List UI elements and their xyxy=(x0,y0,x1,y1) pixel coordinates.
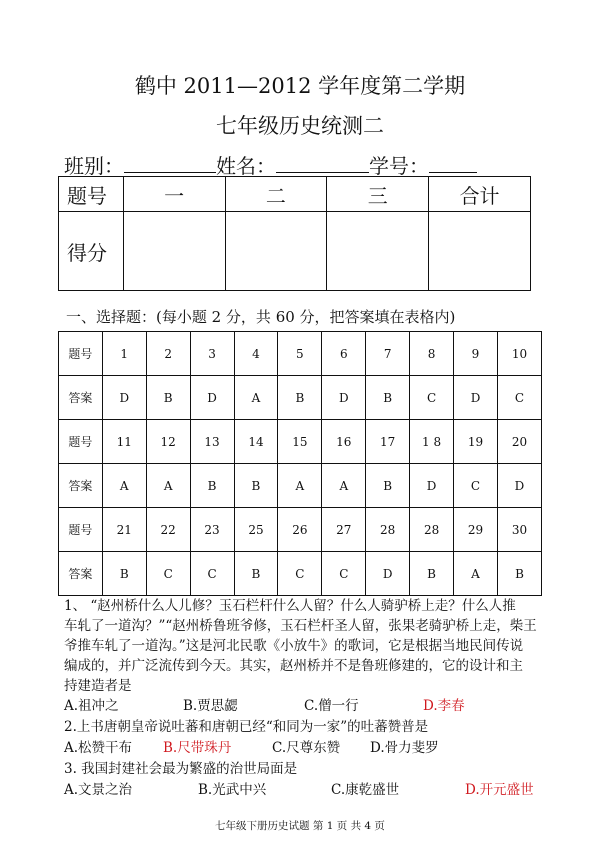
score-header-row xyxy=(59,177,531,212)
id-blank[interactable] xyxy=(429,154,477,173)
section1-heading: 一、选择题：(每小题 2 分，共 60 分，把答案填在表格内) xyxy=(66,308,456,326)
answer-cell: A xyxy=(146,464,190,508)
answer-row-label: 题号 xyxy=(59,420,103,464)
score-cell[interactable] xyxy=(225,212,327,291)
answer-cell: 16 xyxy=(322,420,366,464)
answer-row-label: 答案 xyxy=(59,464,103,508)
answer-cell: A xyxy=(278,464,322,508)
score-table xyxy=(58,176,531,291)
score-cell[interactable] xyxy=(327,212,429,291)
answer-cell: 5 xyxy=(278,332,322,376)
answer-cell: 10 xyxy=(497,332,541,376)
q2-option-c: C.尺尊东赞 xyxy=(272,740,341,756)
answer-table-row xyxy=(59,464,542,508)
answer-cell: 26 xyxy=(278,508,322,552)
q2-option-d: D.骨力斐罗 xyxy=(370,740,439,756)
answer-cell: B xyxy=(190,464,234,508)
answer-cell: 7 xyxy=(366,332,410,376)
answer-cell: 20 xyxy=(497,420,541,464)
q2-option-a: A.松赞干布 xyxy=(64,740,133,756)
answer-cell: 23 xyxy=(190,508,234,552)
score-cell[interactable] xyxy=(123,212,225,291)
name-label: 姓名： xyxy=(216,154,276,178)
q3-option-d: D.开元盛世 xyxy=(465,782,534,798)
q1-option-a: A.祖冲之 xyxy=(64,698,119,714)
score-header-cell: 三 xyxy=(327,177,429,212)
answer-cell: D xyxy=(497,464,541,508)
answer-cell: D xyxy=(454,376,498,420)
answer-cell: C xyxy=(497,376,541,420)
answer-cell: A xyxy=(322,464,366,508)
answer-cell: D xyxy=(190,376,234,420)
answer-cell: A xyxy=(102,464,146,508)
answer-row-label: 答案 xyxy=(59,376,103,420)
q1-stem xyxy=(64,596,537,696)
answer-cell: 1 xyxy=(102,332,146,376)
answer-cell: B xyxy=(497,552,541,596)
q1-line: 1、 “赵州桥什么人儿修？玉石栏杆什么人留？什么人骑驴桥上走？什么人推 xyxy=(64,598,516,614)
answer-cell: A xyxy=(234,376,278,420)
score-row xyxy=(59,212,531,291)
answer-cell: C xyxy=(322,552,366,596)
answer-cell: B xyxy=(234,552,278,596)
q1-option-d: D.李春 xyxy=(423,698,465,714)
answer-cell: 25 xyxy=(234,508,278,552)
answer-cell: 29 xyxy=(454,508,498,552)
q2-stem: 2.上书唐朝皇帝说吐蕃和唐朝已经“和同为一家”的吐蕃赞普是 xyxy=(64,719,429,735)
answer-cell: 4 xyxy=(234,332,278,376)
student-info-line xyxy=(64,150,477,179)
answer-cell: B xyxy=(278,376,322,420)
answer-cell: 28 xyxy=(410,508,454,552)
name-blank[interactable] xyxy=(276,154,369,173)
answer-cell: D xyxy=(366,552,410,596)
answer-cell: 22 xyxy=(146,508,190,552)
q3-option-a: A.文景之治 xyxy=(64,782,133,798)
answer-cell: D xyxy=(322,376,366,420)
page-title: 鹤中 2011—2012 学年度第二学期 xyxy=(134,74,466,98)
answer-cell: A xyxy=(454,552,498,596)
answer-cell: 28 xyxy=(366,508,410,552)
score-cell[interactable] xyxy=(429,212,531,291)
q1-line: 爷推车轧了一道沟。”这是河北民歌《小放牛》的歌词，它是根据当地民间传说 xyxy=(64,638,524,654)
answer-row-label: 题号 xyxy=(59,508,103,552)
q1-line: 车轧了一道沟？”“赵州桥鲁班爷修，玉石栏杆圣人留，张果老骑驴桥上走，柴王 xyxy=(64,618,537,634)
answer-cell: 2 xyxy=(146,332,190,376)
answer-cell: B xyxy=(410,552,454,596)
answer-cell: C xyxy=(278,552,322,596)
id-label: 学号： xyxy=(369,154,429,178)
q3-option-c: C.康乾盛世 xyxy=(331,782,400,798)
answer-cell: 9 xyxy=(454,332,498,376)
q1-line: 持建造者是 xyxy=(64,678,132,694)
answer-cell: C xyxy=(190,552,234,596)
answer-table-row xyxy=(59,508,542,552)
score-row-label: 得分 xyxy=(59,212,124,291)
answer-cell: C xyxy=(454,464,498,508)
answer-cell: B xyxy=(102,552,146,596)
answer-table-row xyxy=(59,376,542,420)
score-header-cell: 合计 xyxy=(429,177,531,212)
answer-cell: C xyxy=(146,552,190,596)
q1-option-b: B.贾思勰 xyxy=(183,698,238,714)
q1-line: 编成的，并广泛流传到今天。其实，赵州桥并不是鲁班修建的，它的设计和主 xyxy=(64,658,523,674)
answer-cell: B xyxy=(234,464,278,508)
score-header-cell: 二 xyxy=(225,177,327,212)
answer-cell: D xyxy=(102,376,146,420)
answer-cell: 13 xyxy=(190,420,234,464)
answer-table-row xyxy=(59,552,542,596)
answer-table-row xyxy=(59,332,542,376)
answer-cell: 11 xyxy=(102,420,146,464)
answer-cell: D xyxy=(410,464,454,508)
answer-cell: 14 xyxy=(234,420,278,464)
answer-cell: 8 xyxy=(410,332,454,376)
answer-cell: 19 xyxy=(454,420,498,464)
answer-cell: 6 xyxy=(322,332,366,376)
q2-option-b: B.尺带珠丹 xyxy=(163,740,232,756)
answer-cell: 30 xyxy=(497,508,541,552)
class-blank[interactable] xyxy=(124,154,216,173)
answer-cell: C xyxy=(410,376,454,420)
page-subtitle: 七年级历史统测二 xyxy=(216,114,384,138)
answer-cell: 21 xyxy=(102,508,146,552)
answer-table xyxy=(58,331,542,596)
q3-option-b: B.光武中兴 xyxy=(198,782,267,798)
q1-option-c: C.僧一行 xyxy=(304,698,359,714)
answer-cell: B xyxy=(366,376,410,420)
answer-cell: B xyxy=(366,464,410,508)
class-label: 班别： xyxy=(64,154,124,178)
page-footer: 七年级下册历史试题 第 1 页 共 4 页 xyxy=(215,820,385,832)
answer-cell: 17 xyxy=(366,420,410,464)
answer-cell: 27 xyxy=(322,508,366,552)
answer-row-label: 答案 xyxy=(59,552,103,596)
score-header-cell: 题号 xyxy=(59,177,124,212)
q3-stem: 3. 我国封建社会最为繁盛的治世局面是 xyxy=(64,761,298,777)
score-header-cell: 一 xyxy=(123,177,225,212)
answer-row-label: 题号 xyxy=(59,332,103,376)
answer-cell: B xyxy=(146,376,190,420)
answer-cell: 1 8 xyxy=(410,420,454,464)
answer-cell: 15 xyxy=(278,420,322,464)
answer-cell: 3 xyxy=(190,332,234,376)
answer-table-row xyxy=(59,420,542,464)
answer-cell: 12 xyxy=(146,420,190,464)
